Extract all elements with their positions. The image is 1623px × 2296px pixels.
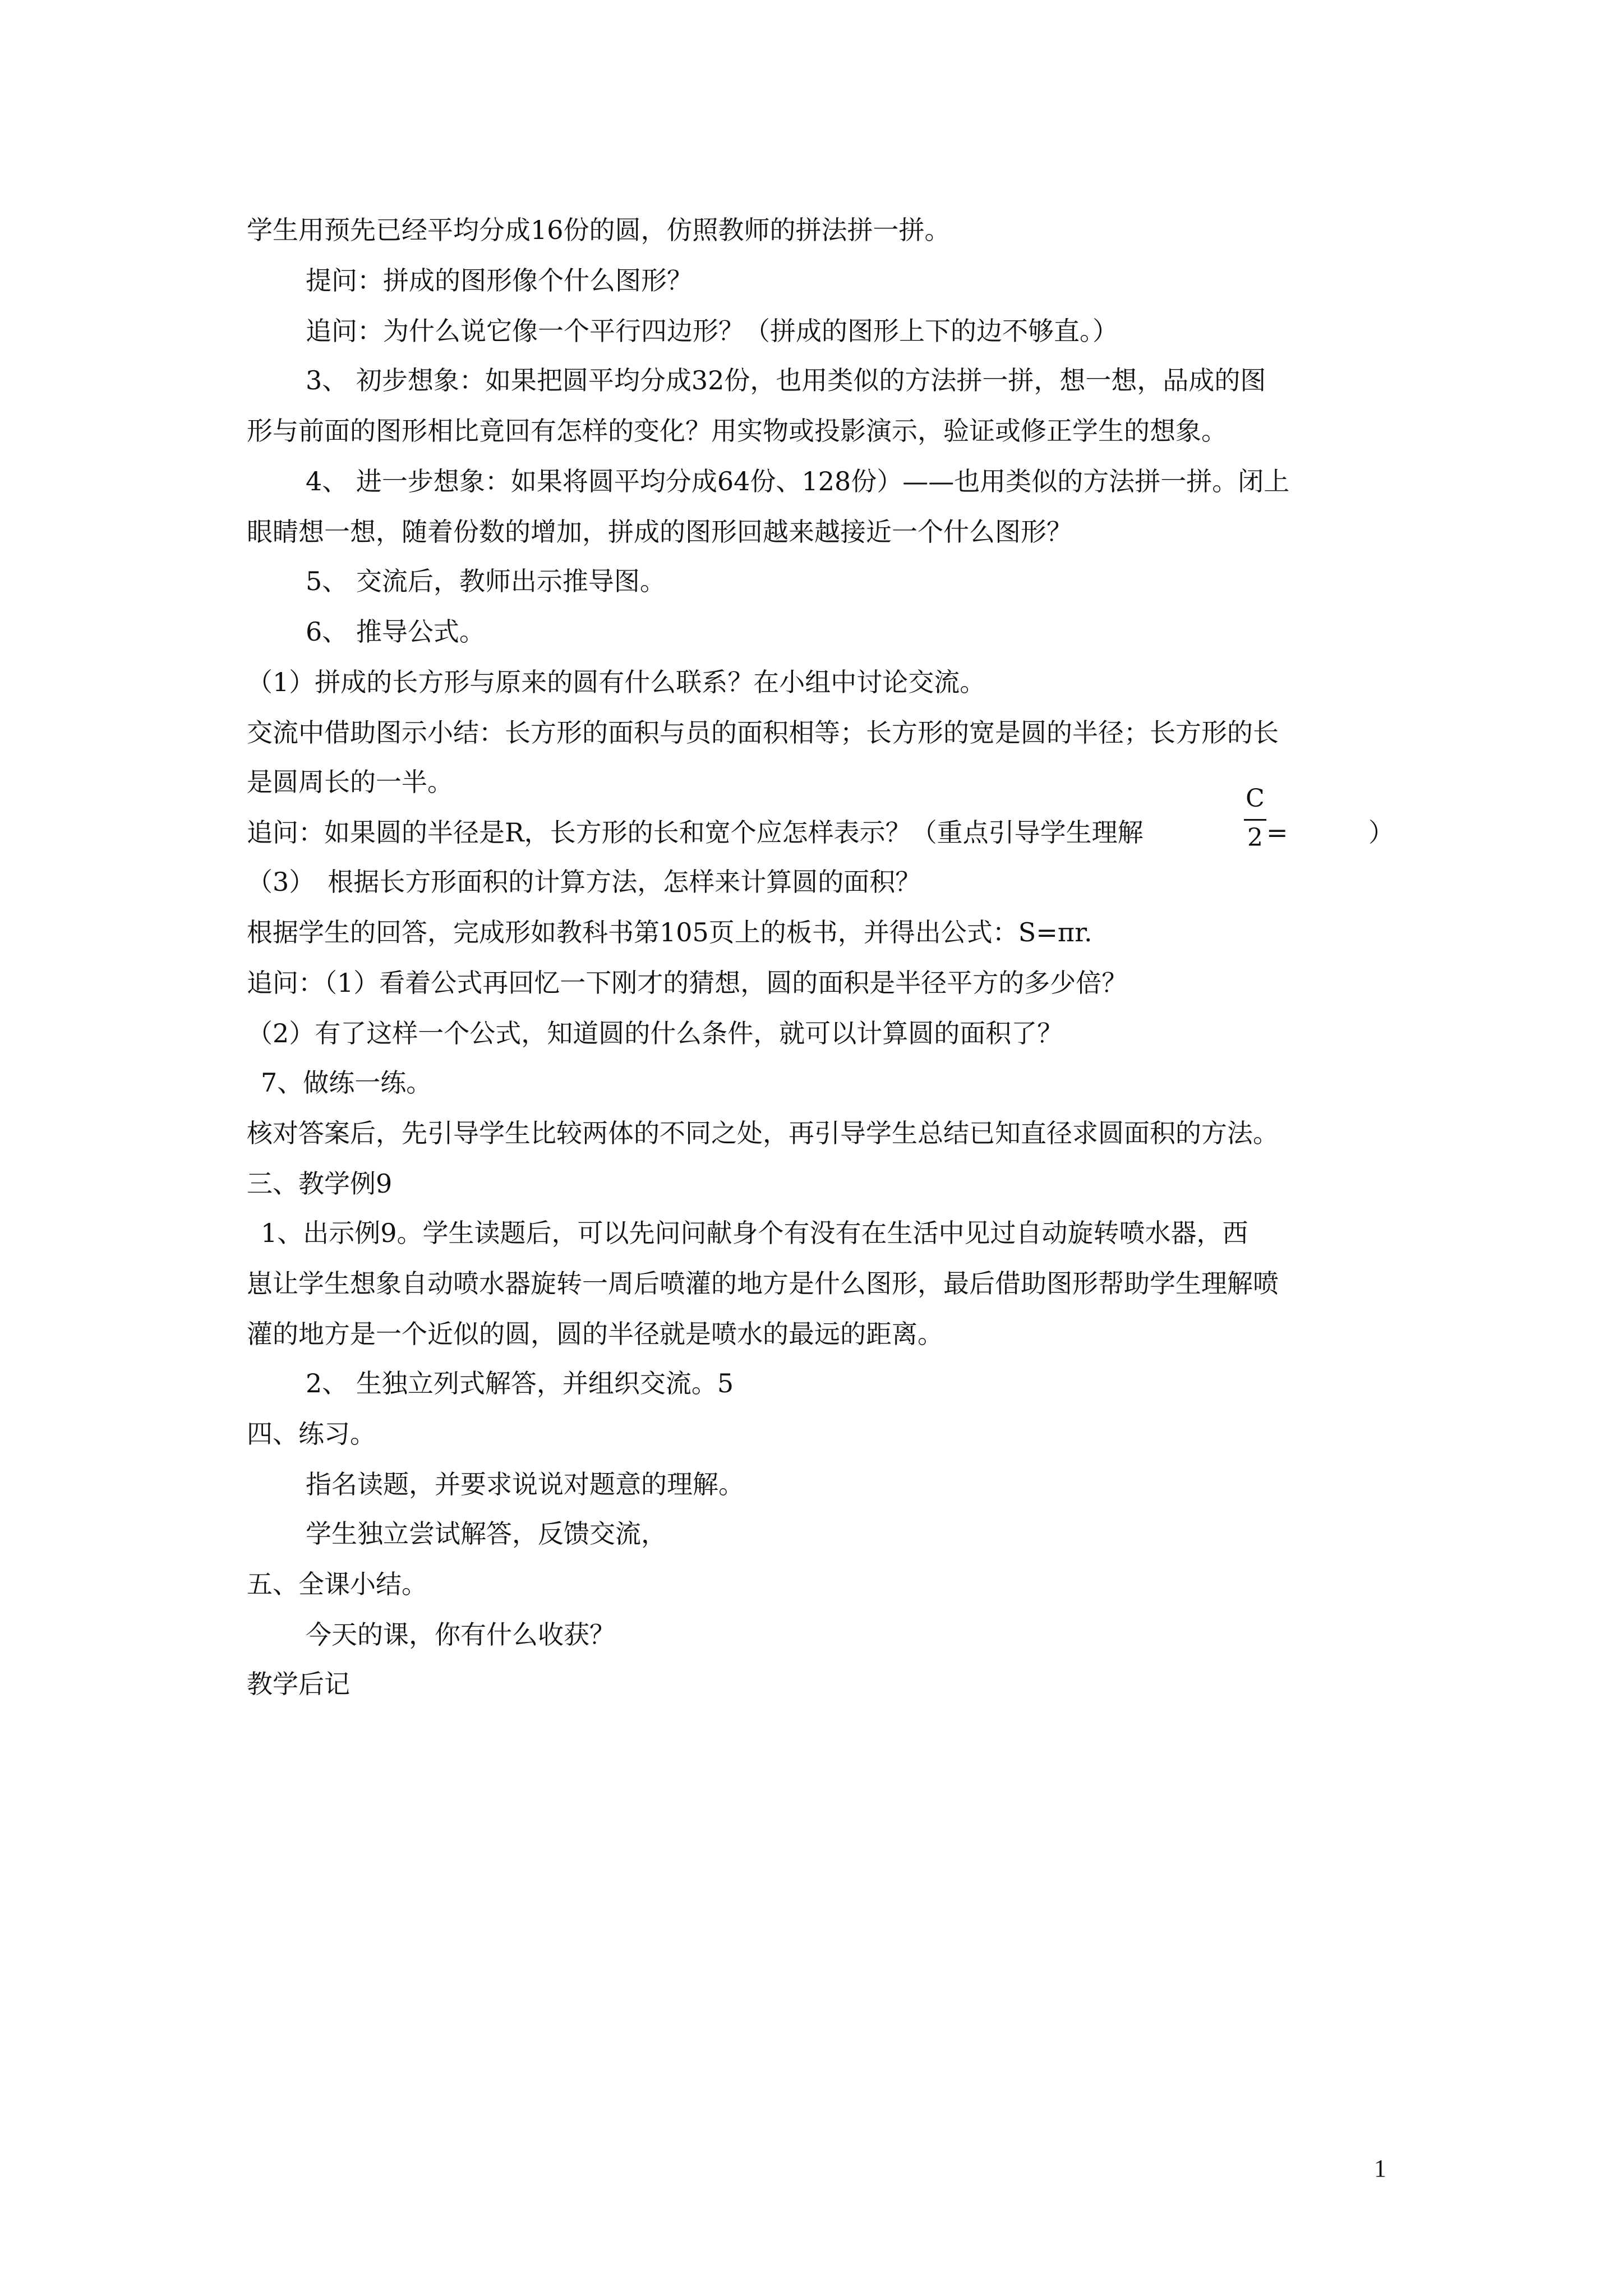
text-line: 灌的地方是一个近似的圆，圆的半径就是喷水的最远的距离。 [247, 1319, 943, 1349]
text-line-with-fraction: 追问：如果圆的半径是R，长方形的长和宽个应怎样表示？（重点引导学生理解 [247, 817, 1144, 848]
text-line: 7、做练一练。 [261, 1068, 432, 1098]
text-line: （3） 根据长方形面积的计算方法，怎样来计算圆的面积？ [247, 867, 921, 897]
text-line: （2）有了这样一个公式，知道圆的什么条件，就可以计算圆的面积了？ [247, 1018, 1063, 1048]
text-line: 今天的课，你有什么收获？ [306, 1619, 615, 1650]
text-line: 形与前面的图形相比竟回有怎样的变化？用实物或投影演示，验证或修正学生的想象。 [247, 416, 1227, 446]
text-line: 5、 交流后，教师出示推导图。 [306, 566, 666, 596]
fraction-suffix: = [1266, 817, 1288, 848]
text-line: 3、 初步想象：如果把圆平均分成32份，也用类似的方法拼一拼，想一想，品成的图 [306, 365, 1266, 395]
text-line: 交流中借助图示小结：长方形的面积与员的面积相等；长方形的宽是圆的半径；长方形的长 [247, 717, 1279, 748]
text-line: 学生用预先已经平均分成16份的圆，仿照教师的拼法拼一拼。 [247, 215, 951, 245]
text-line: 崽让学生想象自动喷水器旋转一周后喷灌的地方是什么图形，最后借助图形帮助学生理解喷 [247, 1268, 1279, 1299]
text-line: 学生独立尝试解答，反馈交流， [306, 1519, 667, 1549]
section-heading: 三、教学例9 [247, 1168, 393, 1199]
text-line: 核对答案后，先引导学生比较两体的不同之处，再引导学生总结已知直径求圆面积的方法。 [247, 1118, 1279, 1148]
page-number: 1 [1374, 2155, 1386, 2182]
text-line: 2、 生独立列式解答，并组织交流。5 [306, 1368, 734, 1398]
fraction-bar [1244, 819, 1266, 821]
section-heading: 四、练习。 [247, 1419, 376, 1449]
text-line: 追问：（1）看着公式再回忆一下刚才的猜想，圆的面积是半径平方的多少倍？ [247, 968, 1128, 998]
text-line: 追问：为什么说它像一个平行四边形？（拼成的图形上下的边不够直。） [306, 316, 1118, 346]
text-line: 指名读题，并要求说说对题意的理解。 [306, 1469, 744, 1499]
text-line: 根据学生的回答，完成形如教科书第105页上的板书，并得出公式：S=πr. [247, 917, 1092, 947]
text-line: （1）拼成的长方形与原来的圆有什么联系？在小组中讨论交流。 [247, 667, 986, 697]
text-line: 提问：拼成的图形像个什么图形？ [306, 265, 693, 296]
section-heading: 教学后记 [247, 1669, 350, 1699]
closing-paren: ） [1368, 817, 1394, 848]
text-line: 6、 推导公式。 [306, 616, 485, 647]
text-line: 是圆周长的一半。 [247, 767, 453, 797]
text-line: 4、 进一步想象：如果将圆平均分成64份、128份）——也用类似的方法拼一拼。闭上 [306, 466, 1290, 496]
text-line: 眼睛想一想，随着份数的增加，拼成的图形回越来越接近一个什么图形？ [247, 517, 1072, 547]
fraction-numerator: C [1246, 784, 1265, 813]
fraction-denominator: 2 [1247, 823, 1263, 852]
section-heading: 五、全课小结。 [247, 1569, 427, 1599]
text-line: 1、出示例9。学生读题后，可以先问问献身个有没有在生活中见过自动旋转喷水器，西 [261, 1218, 1248, 1248]
